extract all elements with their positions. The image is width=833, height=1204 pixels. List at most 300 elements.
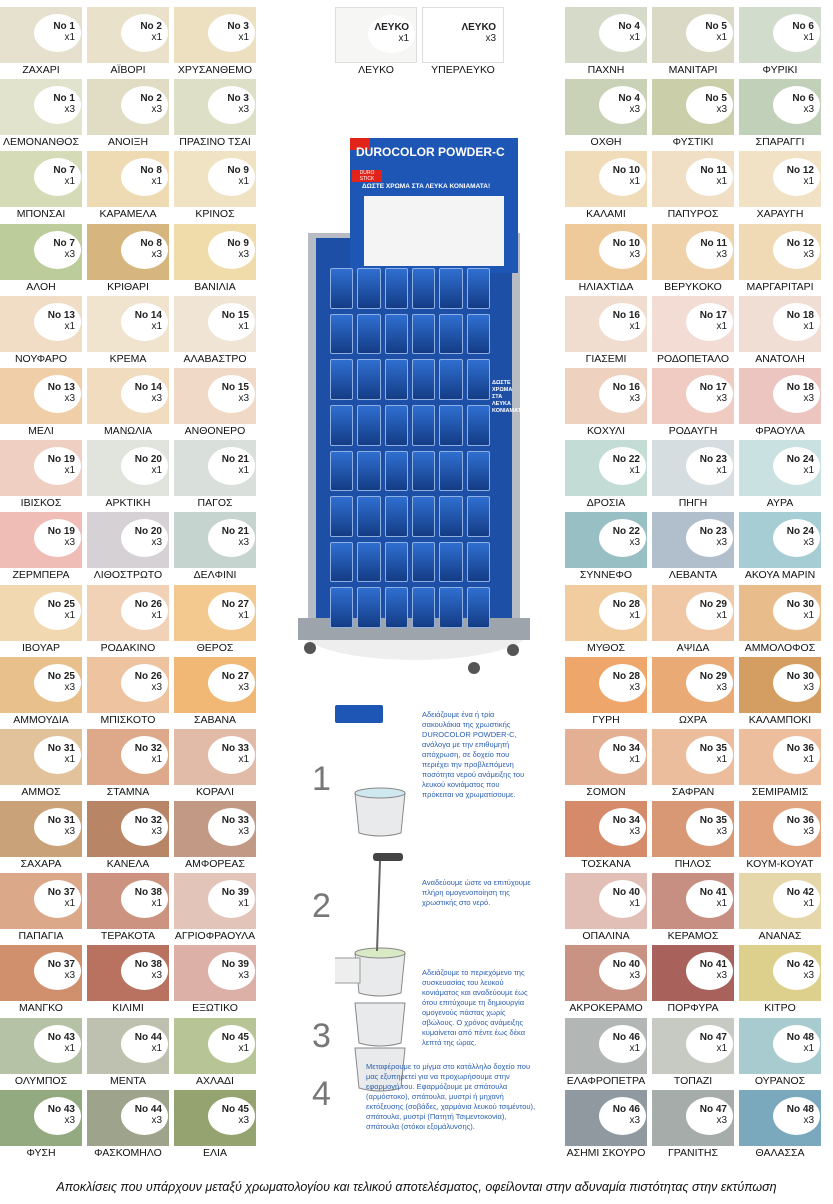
color-swatch [174,440,256,512]
swatch-color [652,585,734,641]
swatch-color [174,729,256,785]
swatch-label-oval [686,736,733,774]
swatch-number: ΛΕΥΚΟ [374,22,409,33]
swatch-color [565,512,647,568]
swatch-name: ΡΟΔΑΚΙΝΟ [100,641,156,654]
swatch-name: ΑΪΒΟΡΙ [110,64,146,76]
swatch-number: No 27 [221,598,249,610]
color-swatch [174,801,256,873]
color-swatch [174,368,256,440]
color-swatch [0,512,82,584]
color-swatch [87,801,169,873]
swatch-name: ΑΜΜΟΥΔΙΑ [13,713,69,726]
product-bag [467,542,490,583]
swatch-name: ΣΤΑΜΝΑ [106,785,150,798]
swatch-quantity: x1 [238,176,249,188]
swatch-color [87,873,169,929]
swatch-color [0,7,82,63]
swatch-quantity: x3 [803,104,814,116]
swatch-number: No 16 [612,309,640,321]
swatch-quantity: x1 [64,320,75,332]
swatch-quantity: x3 [151,826,162,838]
swatch-color [565,657,647,713]
swatch-number: No 1 [53,93,75,105]
swatch-color [652,1018,734,1074]
swatch-name: ΜΕΛΙ [28,424,54,437]
color-swatch [87,945,169,1017]
swatch-name: ΣΑΦΡΑΝ [671,785,715,798]
swatch-color [739,368,821,424]
swatch-label-oval [599,1097,646,1135]
color-swatch [565,79,647,151]
step-text: Αδειάζουμε το περιεχόμενο της συσκευασίας του λευκού κονιάματος και αναδεύουμε έως ότου επιτύχουμε τη δημιουργία ομογενούς πάστας χωρίς σβώλους. Ο χρόνος ανάμειξης κυμαίνεται από πέντε έως δέκα λεπτά της ώρας. [422,968,528,1047]
swatch-name: ΑΜΦΟΡΕΑΣ [185,858,245,871]
swatch-quantity: x1 [238,465,249,477]
disclaimer-footer: Αποκλίσεις που υπάρχουν μεταξύ χρωματολογίου και τελικού αποτελέσματος, οφείλονται στην αδυναμία πιστότητας στην εκτύπωση [56,1180,777,1194]
swatch-color [174,224,256,280]
swatch-quantity: x1 [803,320,814,332]
swatch-number: No 16 [612,381,640,393]
swatch-name: ΡΟΔΑΥΓΗ [668,424,718,437]
swatch-color [174,7,256,63]
swatch-name: ΦΥΣΗ [26,1146,56,1159]
swatch-label-oval [121,86,168,124]
swatch-name: ΖΕΡΜΠΕΡΑ [12,569,70,582]
color-swatch [652,151,734,223]
swatch-label-oval [599,880,646,918]
swatch-number: No 46 [612,1103,640,1115]
product-bag [357,359,380,400]
product-bag [385,268,408,309]
step-text: Μεταφέρουμε το μίγμα στο κατάλληλο δοχείο που μας εξυπηρετεί για να προχωρήσουμε στην εφαρμογή του. Εφαρμόζουμε με σπάτουλα (αρμόστοκο), σπάτουλα, μυστρί ή μηχανή εκτόξευσης (σοβάδες, χαρμάνια λευκού τσιμέντου), σπάτουλα, μυστρί (Πατητή Τσιμεντοκονία), σπάτουλα (στόκοι εξομάλυνσης). [366,1062,536,1131]
swatch-name: ΕΛΑΦΡΟΠΕΤΡΑ [566,1074,646,1087]
swatch-quantity: x1 [64,609,75,621]
color-swatch [174,873,256,945]
step-number: 1 [312,760,331,798]
color-swatch [0,1018,82,1090]
swatch-quantity: x1 [64,753,75,765]
swatch-color [0,512,82,568]
swatch-name: ΓΡΑΝΙΤΗΣ [668,1146,718,1159]
swatch-name: ΖΑΧΑΡΙ [22,64,60,76]
swatch-color [0,224,82,280]
swatch-color [652,512,734,568]
color-swatch [739,79,821,151]
swatch-quantity: x1 [238,753,249,765]
color-swatch [0,1090,82,1162]
swatch-number: No 27 [221,670,249,682]
swatch-label-oval [208,14,255,52]
swatch-name: ΜΥΘΟΣ [587,641,625,654]
color-swatch [739,440,821,512]
swatch-color [565,224,647,280]
swatch-name: ΑΚΟΥΑ ΜΑΡΙΝ [744,569,816,582]
swatch-label-oval [599,14,646,52]
swatch-label-oval [121,592,168,630]
swatch-quantity: x1 [803,1042,814,1054]
swatch-number: No 21 [221,526,249,538]
step-number: 4 [312,1075,331,1113]
swatch-name: ΧΑΡΑΥΓΗ [756,208,804,221]
color-swatch [652,7,734,79]
swatch-color [565,296,647,352]
swatch-color [565,585,647,641]
swatch-quantity: x3 [716,537,727,549]
color-swatch [565,7,647,79]
swatch-quantity: x3 [716,970,727,982]
swatch-color [174,440,256,496]
swatch-quantity: x3 [629,681,640,693]
swatch-name: ΙΒΟΥΑΡ [22,641,60,654]
swatch-color [652,873,734,929]
swatch-number: No 41 [699,887,727,899]
swatch-label-oval [455,15,502,53]
swatch-quantity: x3 [238,104,249,116]
color-swatch [0,873,82,945]
swatch-name: ΑΝΟΙΞΗ [107,136,149,149]
swatch-number: No 12 [786,237,814,249]
color-swatch [739,585,821,657]
swatch-name: ΛΕΒΑΝΤΑ [668,569,718,582]
swatch-label-oval [686,375,733,413]
swatch-label-oval [599,808,646,846]
swatch-label-oval [599,158,646,196]
color-swatch [565,729,647,801]
swatch-number: No 22 [612,526,640,538]
swatch-label-oval [599,231,646,269]
color-swatch [87,440,169,512]
color-swatch [565,945,647,1017]
swatch-quantity: x3 [238,392,249,404]
swatch-number: No 18 [786,309,814,321]
product-bag [439,587,462,628]
swatch-number: No 39 [221,887,249,899]
swatch-label-oval [773,447,820,485]
swatch-quantity: x3 [238,681,249,693]
swatch-label-oval [773,375,820,413]
swatch-number: No 8 [140,165,162,177]
product-bag [385,405,408,446]
color-swatch [652,1018,734,1090]
swatch-quantity: x1 [716,176,727,188]
white-swatch-grid [335,7,505,79]
swatch-label-oval [599,736,646,774]
swatch-quantity: x3 [803,681,814,693]
swatch-label-oval [599,303,646,341]
product-bag [357,268,380,309]
swatch-label-oval [34,303,81,341]
step-number: 3 [312,1017,331,1055]
swatch-number: No 29 [699,670,727,682]
swatch-number: No 37 [47,887,75,899]
swatch-color [565,368,647,424]
swatch-color [652,657,734,713]
swatch-quantity: x3 [151,970,162,982]
swatch-number: No 2 [140,21,162,32]
swatch-name: ΑΝΘΟΝΕΡΟ [184,424,246,437]
swatch-label-oval [208,592,255,630]
swatch-label-oval [208,86,255,124]
swatch-label-oval [208,1097,255,1135]
swatch-number: No 15 [221,309,249,321]
swatch-color [565,1090,647,1146]
swatch-number: No 34 [612,815,640,827]
swatch-number: No 36 [786,815,814,827]
swatch-name: ΚΟΡΑΛΙ [195,785,234,798]
color-swatch [652,801,734,873]
swatch-name: ΑΡΚΤΙΚΗ [105,497,151,510]
swatch-name: ΦΥΣΤΙΚΙ [672,136,714,149]
swatch-quantity: x3 [629,248,640,260]
product-bag [412,451,435,492]
product-bag [439,451,462,492]
color-swatch [174,224,256,296]
product-bag [439,496,462,537]
color-swatch [87,729,169,801]
swatch-color [174,512,256,568]
color-swatch [87,585,169,657]
swatch-number: No 43 [47,1103,75,1115]
swatch-label-oval [121,375,168,413]
swatch-color [0,1018,82,1074]
swatch-label-oval [208,808,255,846]
swatch-number: No 36 [786,742,814,754]
swatch-number: No 23 [699,454,727,466]
product-bag [412,496,435,537]
product-bag [357,405,380,446]
swatch-number: No 32 [134,742,162,754]
swatch-quantity: x1 [803,609,814,621]
swatch-name: ΠΑΓΟΣ [197,497,233,510]
swatch-color [87,79,169,135]
swatch-number: No 4 [618,93,640,105]
product-bag [385,359,408,400]
swatch-label-oval [686,1097,733,1135]
swatch-quantity: x1 [238,609,249,621]
color-swatch [174,151,256,223]
swatch-color [739,801,821,857]
product-bag [357,451,380,492]
color-swatch [565,368,647,440]
swatch-color [174,585,256,641]
swatch-quantity: x3 [629,970,640,982]
swatch-name: ΑΣΗΜΙ ΣΚΟΥΡΟ [566,1146,646,1159]
swatch-quantity: x1 [64,1042,75,1054]
product-bag [467,359,490,400]
swatch-color [87,945,169,1001]
color-swatch [422,7,504,79]
swatch-label-oval [121,664,168,702]
product-bag [385,496,408,537]
swatch-label-oval [208,158,255,196]
swatch-color [335,7,417,63]
swatch-quantity: x3 [64,826,75,838]
swatch-color [174,873,256,929]
swatch-label-oval [34,375,81,413]
swatch-color [652,368,734,424]
swatch-name: ΝΟΥΦΑΡΟ [14,352,68,365]
swatch-number: No 42 [786,887,814,899]
color-swatch [0,368,82,440]
product-bag [357,542,380,583]
swatch-color [652,224,734,280]
swatch-name: ΣΠΑΡΑΓΓΙ [755,136,805,149]
swatch-name: ΚΑΝΕΛΑ [106,858,150,871]
color-swatch [174,1018,256,1090]
swatch-number: No 4 [618,21,640,32]
swatch-number: No 17 [699,309,727,321]
swatch-quantity: x3 [151,1114,162,1126]
color-swatch [652,585,734,657]
swatch-name: ΠΟΡΦΥΡΑ [667,1002,719,1015]
swatch-color [565,7,647,63]
swatch-name: ΤΟΣΚΑΝΑ [581,858,631,871]
swatch-color [739,512,821,568]
swatch-name: ΠΑΠΑΓΙΑ [18,930,64,943]
swatch-label-oval [773,592,820,630]
swatch-label-oval [686,880,733,918]
color-swatch [0,945,82,1017]
color-swatch [174,729,256,801]
swatch-number: No 5 [705,21,727,32]
swatch-quantity: x3 [238,1114,249,1126]
product-bag [385,451,408,492]
swatch-number: No 48 [786,1103,814,1115]
swatch-number: No 10 [612,165,640,177]
swatch-name: ΚΟΧΥΛΙ [586,424,625,437]
swatch-color [652,79,734,135]
swatch-quantity: x3 [716,104,727,116]
product-bag [330,314,353,355]
color-swatch [739,151,821,223]
swatch-name: ΕΛΙΑ [203,1146,227,1159]
color-swatch [174,7,256,79]
swatch-number: No 25 [47,670,75,682]
swatch-label-oval [686,447,733,485]
swatch-label-oval [34,664,81,702]
swatch-name: ΠΗΓΗ [678,497,708,510]
swatch-number: No 35 [699,742,727,754]
swatch-label-oval [599,952,646,990]
swatch-name: ΡΟΔΟΠΕΤΑΛΟ [656,352,730,365]
product-bag [467,314,490,355]
swatch-color [652,801,734,857]
product-bag [467,405,490,446]
swatch-number: No 20 [134,454,162,466]
product-bag [439,405,462,446]
swatch-quantity: x1 [151,176,162,188]
step-text: Αδειάζουμε ένα ή τρία σακουλάκια της χρωστικής DUROCOLOR POWDER-C, ανάλογα με την επιθυμητή απόχρωση, σε δοχείο που περιέχει την προβλεπόμενη ποσότητα νερού ανάμειξης του λευκού κονιάματος που πρόκειται να χρωματίσουμε. [422,710,525,799]
color-swatch [174,585,256,657]
swatch-color [422,7,504,63]
swatch-label-oval [121,447,168,485]
swatch-quantity: x3 [64,681,75,693]
color-swatch [565,296,647,368]
swatch-color [174,657,256,713]
swatch-color [0,1090,82,1146]
color-swatch [565,585,647,657]
product-bag [357,587,380,628]
swatch-number: No 31 [47,742,75,754]
product-bag [439,268,462,309]
swatch-color [565,873,647,929]
swatch-quantity: x3 [238,826,249,838]
swatch-label-oval [121,1025,168,1063]
swatch-label-oval [773,1025,820,1063]
swatch-label-oval [208,519,255,557]
swatch-name: ΑΥΡΑ [766,497,794,510]
swatch-label-oval [208,736,255,774]
swatch-quantity: x1 [151,753,162,765]
color-swatch [739,512,821,584]
swatch-name: ΑΨΙΔΑ [676,641,710,654]
swatch-label-oval [121,519,168,557]
swatch-quantity: x1 [716,1042,727,1054]
swatch-label-oval [773,14,820,52]
swatch-quantity: x1 [803,32,814,43]
color-swatch [652,729,734,801]
swatch-quantity: x1 [803,176,814,188]
swatch-name: ΟΛΥΜΠΟΣ [14,1074,68,1087]
swatch-quantity: x3 [151,248,162,260]
swatch-label-oval [773,158,820,196]
swatch-number: No 3 [227,93,249,105]
swatch-color [652,945,734,1001]
color-swatch [0,440,82,512]
color-swatch [652,440,734,512]
swatch-label-oval [599,592,646,630]
swatch-color [652,1090,734,1146]
swatch-name: ΑΝΑΤΟΛΗ [755,352,805,365]
swatch-name: ΚΑΡΑΜΕΛΑ [99,208,157,221]
swatch-name: ΔΕΛΦΙΝΙ [193,569,237,582]
swatch-color [87,7,169,63]
swatch-number: No 2 [140,93,162,105]
swatch-quantity: x1 [151,320,162,332]
swatch-quantity: x1 [238,32,249,43]
swatch-quantity: x3 [64,392,75,404]
swatch-color [0,801,82,857]
swatch-quantity: x3 [64,104,75,116]
swatch-name: ΑΚΡΟΚΕΡΑΜΟ [569,1002,643,1015]
swatch-color [565,945,647,1001]
swatch-quantity: x1 [629,753,640,765]
swatch-number: No 5 [705,93,727,105]
swatch-label-oval [34,880,81,918]
swatch-label-oval [773,519,820,557]
swatch-number: No 47 [699,1103,727,1115]
swatch-quantity: x3 [716,826,727,838]
swatch-name: ΒΑΝΙΛΙΑ [194,280,236,293]
swatch-quantity: x1 [151,898,162,910]
swatch-number: No 7 [53,237,75,249]
swatch-number: No 14 [134,309,162,321]
product-bag [330,405,353,446]
swatch-label-oval [686,1025,733,1063]
swatch-quantity: x3 [716,392,727,404]
swatch-label-oval [773,1097,820,1135]
product-bag [467,268,490,309]
color-swatch [87,1090,169,1162]
swatch-quantity: x3 [629,1114,640,1126]
color-swatch [565,151,647,223]
product-bag [412,268,435,309]
swatch-number: ΛΕΥΚΟ [461,22,496,33]
swatch-color [565,440,647,496]
swatch-number: No 38 [134,959,162,971]
swatch-label-oval [34,952,81,990]
swatch-quantity: x3 [716,248,727,260]
